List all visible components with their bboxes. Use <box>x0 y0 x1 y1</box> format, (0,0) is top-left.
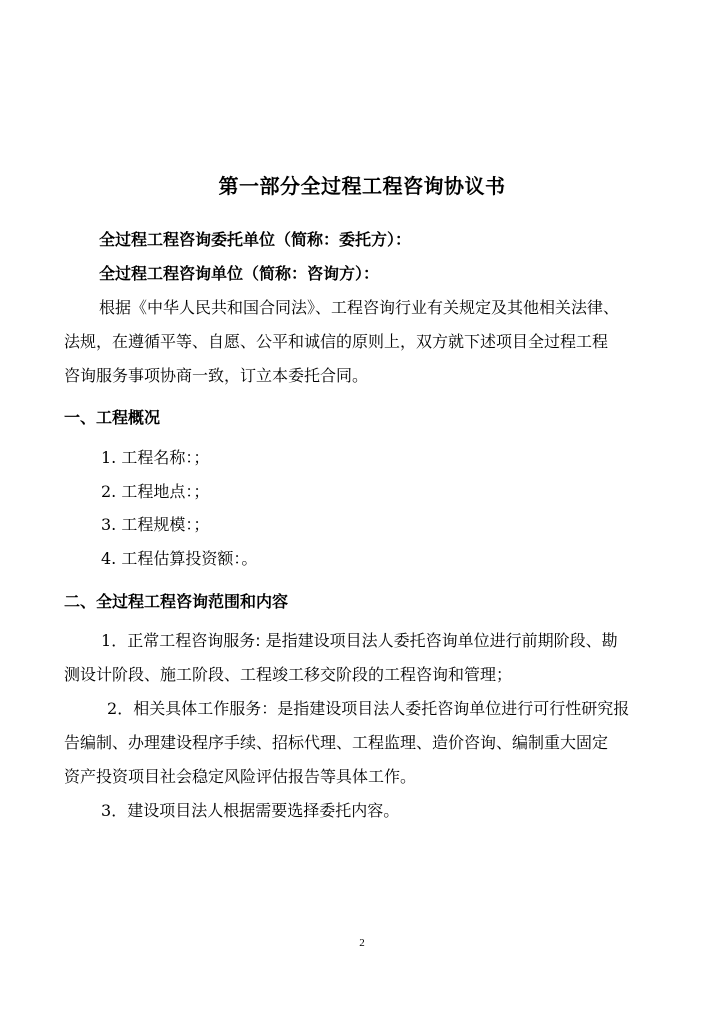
scope-item-number: 1 <box>101 631 112 650</box>
intro-line-1: 根据《中华人民共和国合同法》、工程咨询行业有关规定及其他相关法律、 <box>99 298 620 317</box>
section1-heading: 一、工程概况 <box>64 408 161 427</box>
scope-item-2-line-2: 告编制、办理建设程序手续、招标代理、工程监理、造价咨询、编制重大固定 <box>64 733 609 752</box>
page-title: 第一部分全过程工程咨询协议书 <box>218 174 506 198</box>
scope-item-2-line-1 <box>107 698 629 720</box>
list-item <box>101 514 209 536</box>
scope-item-number: 3 <box>101 801 112 820</box>
list-item-text: 工程地点：； <box>121 482 210 501</box>
scope-item-3-line-1 <box>101 800 399 822</box>
scope-item-text: ．建设项目法人根据需要选择委托内容。 <box>111 801 400 820</box>
list-item-number: 2. <box>101 482 117 501</box>
list-item-number: 1. <box>101 448 117 467</box>
intro-line-2: 法规，在遵循平等、自愿、公平和诚信的原则上，双方就下述项目全过程工程 <box>64 332 609 351</box>
list-item <box>101 548 257 570</box>
scope-item-1-line-1 <box>101 630 618 652</box>
client-line: 全过程工程咨询委托单位（简称：委托方）： <box>99 230 412 249</box>
page-number: 2 <box>359 937 365 949</box>
consultant-line: 全过程工程咨询单位（简称：咨询方）： <box>99 264 380 283</box>
intro-line-3: 咨询服务事项协商一致，订立本委托合同。 <box>64 366 369 385</box>
list-item-text: 工程规模：； <box>121 515 210 534</box>
scope-item-1-line-2: 测设计阶段、施工阶段、工程竣工移交阶段的工程咨询和管理； <box>64 665 513 684</box>
scope-item-number: 2 <box>107 699 118 718</box>
scope-item-text: ．相关具体工作服务：是指建设项目法人委托咨询单位进行可行性研究报 <box>117 699 630 718</box>
scope-item-2-line-3: 资产投资项目社会稳定风险评估报告等具体工作。 <box>64 767 417 786</box>
list-item-text: 工程估算投资额：。 <box>121 549 258 568</box>
list-item <box>101 447 209 469</box>
list-item-number: 3. <box>101 515 117 534</box>
list-item <box>101 481 209 503</box>
scope-item-text: ．正常工程咨询服务: 是指建设项目法人委托咨询单位进行前期阶段、勘 <box>111 631 618 650</box>
list-item-text: 工程名称：； <box>121 448 210 467</box>
list-item-number: 4. <box>101 549 117 568</box>
section2-heading: 二、全过程工程咨询范围和内容 <box>64 592 289 611</box>
